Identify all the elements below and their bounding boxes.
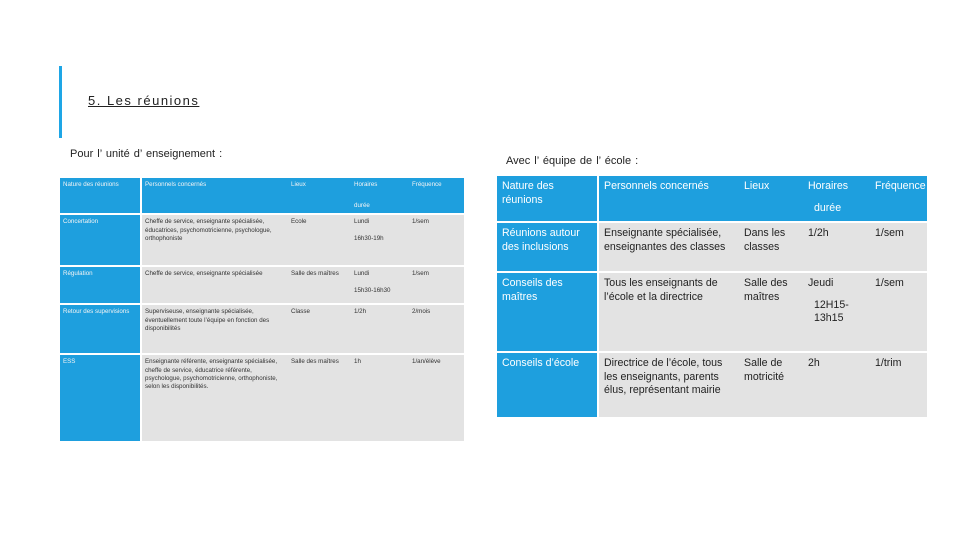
left-section-heading: Pour l’ unité d’ enseignement : [70, 148, 223, 160]
header-horaires-label: Horaires [808, 180, 849, 192]
unit-meetings-table [60, 178, 464, 443]
cell-lieux: Salle de motricité [739, 352, 803, 418]
cell-horaires [351, 214, 409, 266]
cell-personnels: Tous les enseignants de l’école et la directrice [598, 272, 739, 352]
school-team-meetings-table [497, 176, 927, 419]
cell-lieux: Classe [288, 304, 351, 354]
cell-lieux: Salle des maîtres [288, 266, 351, 304]
header-lieux: Lieux [288, 178, 351, 214]
cell-personnels: Directrice de l’école, tous les enseignants, parents élus, représentant mairie [598, 352, 739, 418]
table-header-row [497, 176, 927, 222]
cell-lieux: Ecole [288, 214, 351, 266]
table-row [60, 354, 464, 442]
cell-horaires [803, 272, 870, 352]
table-row [497, 272, 927, 352]
cell-nature: Réunions autour des inclusions [497, 222, 598, 272]
slide-title: 5. Les réunions [88, 93, 200, 108]
cell-horaires-day: Lundi [354, 270, 370, 278]
right-section-heading: Avec l’ équipe de l’ école : [506, 155, 639, 167]
cell-personnels: Enseignante spécialisée, enseignantes des classes [598, 222, 739, 272]
cell-horaires: 1h [351, 354, 409, 442]
cell-horaires [351, 266, 409, 304]
table-row [497, 222, 927, 272]
cell-horaires: 1/2h [803, 222, 870, 272]
cell-nature: Régulation [60, 266, 141, 304]
cell-frequence: 2/mois [409, 304, 464, 354]
cell-nature: Concertation [60, 214, 141, 266]
cell-horaires: 1/2h [351, 304, 409, 354]
cell-lieux: Salle des maîtres [739, 272, 803, 352]
cell-frequence: 1/an/élève [409, 354, 464, 442]
cell-personnels: Enseignante référente, enseignante spécialisée, cheffe de service, éducatrice référente, psychologue, psychomotricienne, orthophoniste, selon les disponibilités. [141, 354, 288, 442]
cell-personnels: Superviseuse, enseignante spécialisée, éventuellement toute l’équipe en fonction des disponibilités [141, 304, 288, 354]
cell-frequence: 1/sem [409, 214, 464, 266]
cell-nature: Retour des supervisions [60, 304, 141, 354]
header-duree-label: durée [354, 202, 370, 210]
table-row [60, 214, 464, 266]
header-personnels: Personnels concernés [141, 178, 288, 214]
cell-horaires-time: 15h30-16h30 [354, 286, 391, 294]
cell-horaires-day: Jeudi [808, 277, 834, 289]
header-nature: Nature des réunions [497, 176, 598, 222]
cell-horaires: 2h [803, 352, 870, 418]
cell-frequence: 1/sem [870, 272, 927, 352]
header-nature: Nature des réunions [60, 178, 141, 214]
table-row [60, 304, 464, 354]
header-personnels: Personnels concernés [598, 176, 739, 222]
cell-horaires-day: Lundi [354, 218, 370, 226]
header-horaires-label: Horaires [354, 181, 378, 188]
cell-lieux: Dans les classes [739, 222, 803, 272]
header-duree-label: durée [814, 201, 842, 214]
cell-lieux: Salle des maîtres [288, 354, 351, 442]
cell-nature: Conseils des maîtres [497, 272, 598, 352]
header-lieux: Lieux [739, 176, 803, 222]
cell-nature: Conseils d’école [497, 352, 598, 418]
cell-personnels: Cheffe de service, enseignante spécialisée [141, 266, 288, 304]
header-horaires [803, 176, 870, 222]
cell-horaires-time: 12H15-13h15 [814, 298, 849, 324]
header-horaires [351, 178, 409, 214]
title-accent-bar [59, 66, 62, 138]
cell-personnels: Cheffe de service, enseignante spécialisée, éducatrices, psychomotricienne, psychologue, orthophoniste [141, 214, 288, 266]
cell-frequence: 1/sem [870, 222, 927, 272]
cell-nature: ESS [60, 354, 141, 442]
cell-frequence: 1/sem [409, 266, 464, 304]
table-row [60, 266, 464, 304]
table-row [497, 352, 927, 418]
cell-horaires-time: 16h30-19h [354, 234, 384, 242]
header-frequence: Fréquence [870, 176, 927, 222]
table-header-row [60, 178, 464, 214]
cell-frequence: 1/trim [870, 352, 927, 418]
header-frequence: Fréquence [409, 178, 464, 214]
